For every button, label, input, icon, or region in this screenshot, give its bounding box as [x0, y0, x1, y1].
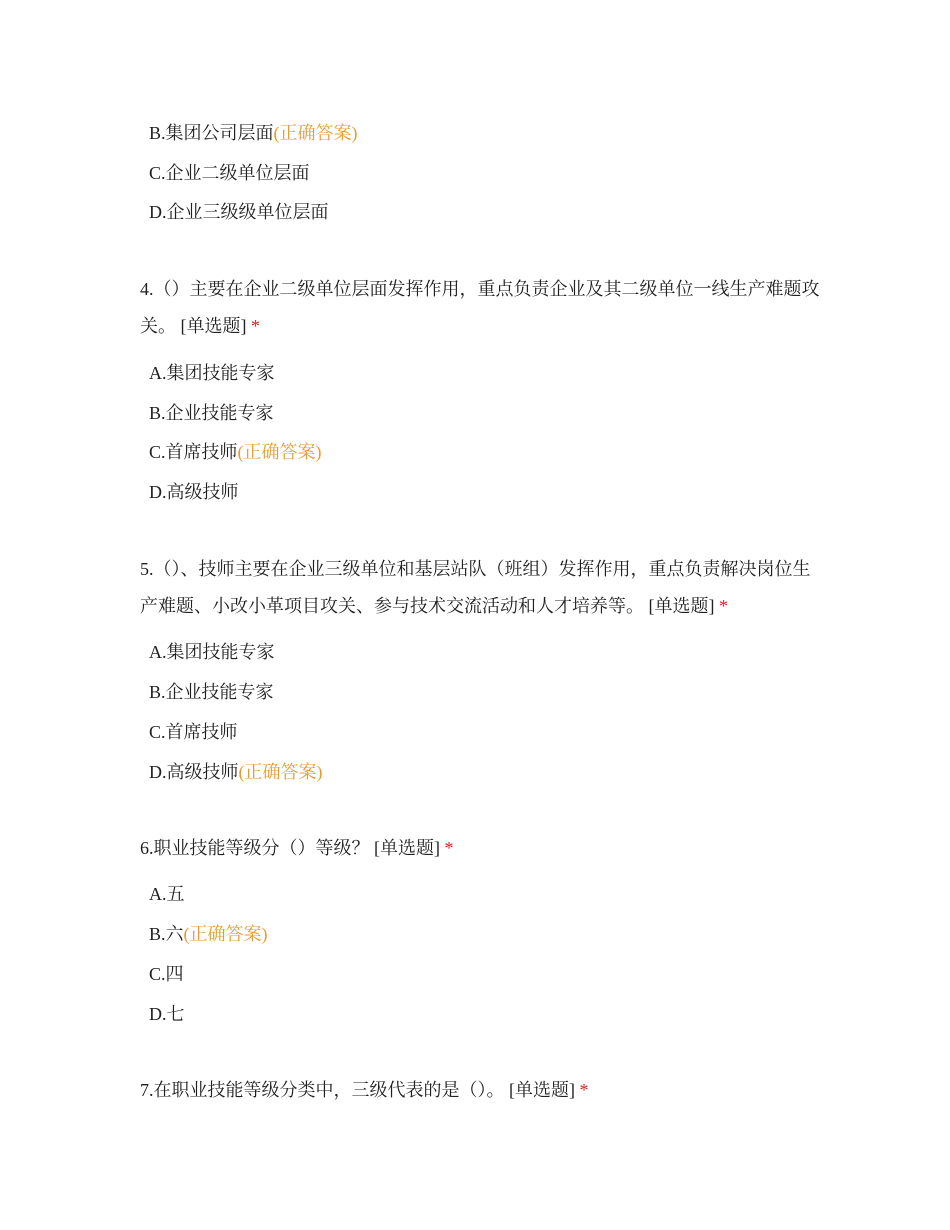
question-stem: 4.（）主要在企业二级单位层面发挥作用，重点负责企业及其二级单位一线生产难题攻关。: [140, 279, 820, 336]
option-text: 集团公司层面: [165, 123, 274, 143]
option-letter: D.: [149, 1004, 167, 1024]
option-text: 首席技师: [165, 722, 238, 742]
option-letter: C.: [149, 442, 166, 462]
option-c: [149, 160, 310, 186]
option-text: 七: [166, 1004, 185, 1024]
option-d: [149, 479, 239, 505]
option-b: [149, 921, 268, 947]
option-text: 企业技能专家: [165, 682, 274, 702]
option-text: 企业二级单位层面: [165, 163, 310, 183]
option-b: [149, 400, 274, 426]
required-star: *: [251, 316, 260, 336]
question-stem: 7.在职业技能等级分类中，三级代表的是（）。: [140, 1080, 505, 1100]
question-type-tag: [单选题]: [509, 1080, 575, 1100]
option-text: 高级技师: [166, 762, 239, 782]
question-text: [140, 830, 820, 867]
option-text: 集团技能专家: [166, 642, 275, 662]
option-text: 集团技能专家: [166, 363, 275, 383]
option-text: 高级技师: [166, 482, 239, 502]
correct-answer-mark: (正确答案): [273, 123, 358, 143]
option-letter: C.: [149, 964, 166, 984]
option-text: 五: [166, 884, 185, 904]
option-text: 企业三级级单位层面: [166, 202, 329, 222]
option-letter: B.: [149, 682, 166, 702]
required-star: *: [719, 596, 728, 616]
option-letter: D.: [149, 482, 167, 502]
option-c: [149, 439, 322, 465]
option-letter: A.: [149, 642, 167, 662]
option-text: 企业技能专家: [165, 403, 274, 423]
option-a: [149, 639, 275, 665]
question-text: [140, 271, 820, 345]
option-b: [149, 679, 274, 705]
option-b: [149, 120, 358, 146]
required-star: *: [579, 1080, 589, 1100]
option-c: [149, 961, 184, 987]
option-letter: C.: [149, 163, 166, 183]
option-text: 首席技师: [165, 442, 238, 462]
option-letter: D.: [149, 202, 167, 222]
question-type-tag: [单选题]: [648, 596, 715, 616]
question-stem: 6.职业技能等级分（）等级？: [140, 838, 370, 858]
required-star: *: [444, 838, 454, 858]
correct-answer-mark: (正确答案): [183, 924, 268, 944]
option-c: [149, 719, 238, 745]
option-letter: A.: [149, 884, 167, 904]
option-text: 六: [165, 924, 184, 944]
option-d: [149, 1001, 185, 1027]
option-letter: D.: [149, 762, 167, 782]
question-text: [140, 551, 820, 625]
correct-answer-mark: (正确答案): [237, 442, 322, 462]
option-text: 四: [165, 964, 184, 984]
option-letter: B.: [149, 123, 166, 143]
option-d: [149, 199, 329, 225]
option-letter: A.: [149, 363, 167, 383]
question-stem: 5.（）、技师主要在企业三级单位和基层站队（班组）发挥作用，重点负责解决岗位生产难题、小改小革项目攻关、参与技术交流活动和人才培养等。: [140, 559, 811, 616]
question-text: [140, 1072, 820, 1109]
option-letter: B.: [149, 924, 166, 944]
option-a: [149, 360, 275, 386]
option-a: [149, 881, 185, 907]
question-type-tag: [单选题]: [374, 838, 440, 858]
option-d: [149, 759, 323, 785]
option-letter: C.: [149, 722, 166, 742]
question-type-tag: [单选题]: [180, 316, 247, 336]
option-letter: B.: [149, 403, 166, 423]
correct-answer-mark: (正确答案): [238, 762, 323, 782]
